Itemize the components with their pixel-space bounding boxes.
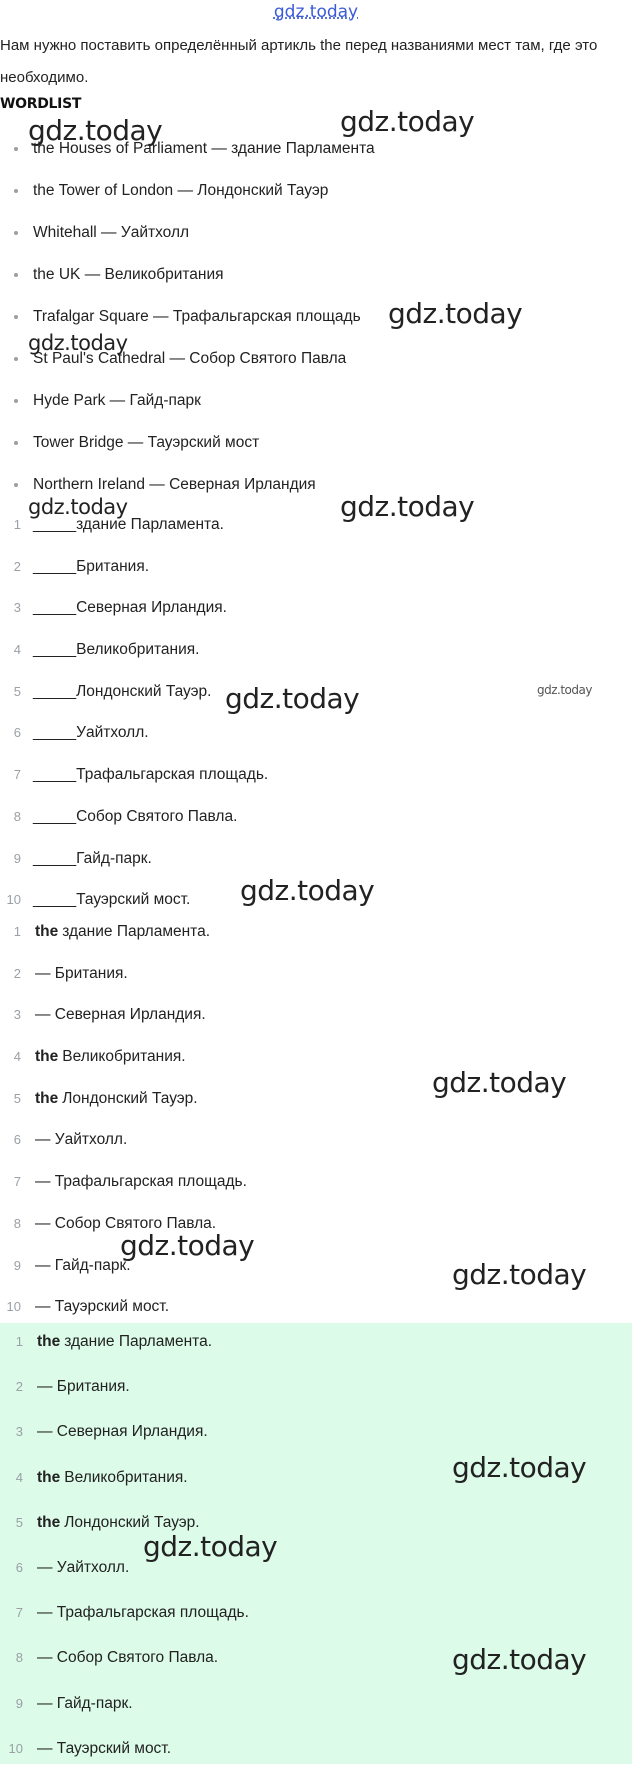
- wordlist-item: the UK — Великобритания: [0, 266, 375, 308]
- bullet-icon: [14, 357, 18, 361]
- exercise-item: 7 _____Трафальгарская площадь.: [0, 766, 268, 808]
- item-number: 3: [15, 1424, 23, 1440]
- wordlist-item: Northern Ireland — Северная Ирландия: [0, 476, 375, 518]
- item-number: 5: [15, 1514, 23, 1530]
- item-number: 6: [13, 725, 21, 741]
- bullet-icon: [14, 231, 18, 235]
- item-number: 9: [13, 850, 21, 866]
- answer-item: 8 — Собор Святого Павла.: [0, 1215, 247, 1257]
- item-number: 1: [13, 924, 21, 939]
- item-number: 4: [13, 1049, 21, 1065]
- item-number: 7: [13, 1174, 21, 1190]
- article-the: the: [35, 923, 59, 940]
- bullet-icon: [14, 315, 18, 319]
- bullet-icon: [14, 189, 18, 193]
- exercise-item: 4 _____Великобритания.: [0, 641, 268, 683]
- article-the: the: [37, 1333, 61, 1350]
- wordlist-item: St Paul's Cathedral — Собор Святого Павла: [0, 350, 375, 392]
- item-number: 5: [13, 683, 21, 699]
- watermark: gdz.today: [452, 1451, 587, 1484]
- item-number: 6: [13, 1132, 21, 1148]
- article-the: the: [35, 1048, 59, 1066]
- answer-item: 9 — Гайд-парк.: [0, 1695, 249, 1740]
- answer-item: 2 — Британия.: [0, 1378, 249, 1423]
- watermark: gdz.today: [240, 874, 375, 907]
- item-number: 4: [13, 642, 21, 658]
- watermark: gdz.today: [143, 1530, 278, 1563]
- exercise-item: 9 _____Гайд-парк.: [0, 850, 268, 892]
- exercise-item: 6 _____Уайтхолл.: [0, 724, 268, 766]
- item-number: 10: [6, 1299, 21, 1315]
- item-number: 2: [13, 558, 21, 574]
- article-the: the: [35, 1089, 59, 1107]
- wordlist: [0, 140, 375, 518]
- answer-item: 1 the здание Парламента.: [0, 923, 247, 965]
- item-number: 5: [13, 1090, 21, 1106]
- answer-item: 10 — Тауэрский мост.: [0, 1740, 249, 1785]
- wordlist-item: Tower Bridge — Тауэрский мост: [0, 434, 375, 476]
- exercise-item: 8 _____Собор Святого Павла.: [0, 808, 268, 850]
- watermark: gdz.today: [225, 682, 360, 715]
- item-number: 1: [13, 517, 21, 532]
- watermark: gdz.today: [120, 1229, 255, 1262]
- watermark: gdz.today: [340, 490, 475, 523]
- item-number: 10: [6, 892, 21, 908]
- answer-item: 5 the Лондонский Тауэр.: [0, 1090, 247, 1132]
- answer-item: 7 — Трафальгарская площадь.: [0, 1173, 247, 1215]
- item-number: 2: [13, 965, 21, 981]
- watermark: gdz.today: [28, 495, 128, 519]
- answer-item: 3 — Северная Ирландия.: [0, 1423, 249, 1468]
- answer-item: 9 — Гайд-парк.: [0, 1257, 247, 1299]
- answer-item: 4 the Великобритания.: [0, 1469, 249, 1514]
- item-number: 9: [13, 1257, 21, 1273]
- answer-item: 7 — Трафальгарская площадь.: [0, 1604, 249, 1649]
- exercise-item: 10 _____Тауэрский мост.: [0, 891, 268, 933]
- wordlist-item: Whitehall — Уайтхолл: [0, 224, 375, 266]
- wordlist-item: Trafalgar Square — Трафальгарская площадь: [0, 308, 375, 350]
- exercise-item: 2 _____Британия.: [0, 558, 268, 600]
- bullet-icon: [14, 441, 18, 445]
- answer-item: 3 — Северная Ирландия.: [0, 1006, 247, 1048]
- item-number: 7: [15, 1605, 23, 1621]
- answer-item: 4 the Великобритания.: [0, 1048, 247, 1090]
- answer-item: 1 the здание Парламента.: [0, 1333, 249, 1378]
- item-number: 4: [15, 1469, 23, 1485]
- exercise-list: [0, 516, 268, 933]
- bullet-icon: [14, 147, 18, 151]
- item-number: 3: [13, 1007, 21, 1023]
- exercise-item: 1 _____здание Парламента.: [0, 516, 268, 558]
- item-number: 9: [15, 1695, 23, 1711]
- exercise-item: 5 _____Лондонский Тауэр.: [0, 683, 268, 725]
- bullet-icon: [14, 399, 18, 403]
- item-number: 10: [8, 1740, 23, 1756]
- watermark: gdz.today: [388, 297, 523, 330]
- item-number: 8: [13, 1215, 21, 1231]
- watermark: gdz.today: [28, 331, 128, 355]
- watermark: gdz.today: [432, 1066, 567, 1099]
- item-number: 3: [13, 600, 21, 616]
- watermark: gdz.today: [452, 1643, 587, 1676]
- bullet-icon: [14, 483, 18, 487]
- exercise-item: 3 _____Северная Ирландия.: [0, 599, 268, 641]
- wordlist-heading: WORDLIST: [0, 96, 82, 112]
- watermark: gdz.today: [28, 114, 163, 147]
- watermark: gdz.today: [340, 105, 475, 138]
- watermark: gdz.today: [452, 1258, 587, 1291]
- item-number: 7: [13, 767, 21, 783]
- task-instructions: Нам нужно поставить определённый артикль the перед названиями мест там, где это необходимо.: [0, 37, 598, 86]
- wordlist-item: Hyde Park — Гайд-парк: [0, 392, 375, 434]
- answer-item: 6 — Уайтхолл.: [0, 1559, 249, 1604]
- item-number: 8: [13, 808, 21, 824]
- site-logo[interactable]: gdz.today: [273, 2, 359, 22]
- answer-item: 2 — Британия.: [0, 965, 247, 1007]
- item-number: 8: [15, 1650, 23, 1666]
- answer-item: 5 the Лондонский Тауэр.: [0, 1514, 249, 1559]
- answer-list: [0, 923, 247, 1340]
- watermark: gdz.today: [537, 683, 592, 697]
- answer-item: 6 — Уайтхолл.: [0, 1131, 247, 1173]
- article-the: the: [37, 1468, 61, 1486]
- wordlist-item: the Houses of Parliament — здание Парламента: [0, 140, 375, 182]
- bullet-icon: [14, 273, 18, 277]
- wordlist-item: the Tower of London — Лондонский Тауэр: [0, 182, 375, 224]
- article-the: the: [37, 1513, 61, 1531]
- item-number: 2: [15, 1379, 23, 1395]
- answer-item: 8 — Собор Святого Павла.: [0, 1649, 249, 1694]
- answer-item: 10 — Тауэрский мост.: [0, 1298, 247, 1340]
- item-number: 6: [15, 1559, 23, 1575]
- item-number: 1: [15, 1334, 23, 1349]
